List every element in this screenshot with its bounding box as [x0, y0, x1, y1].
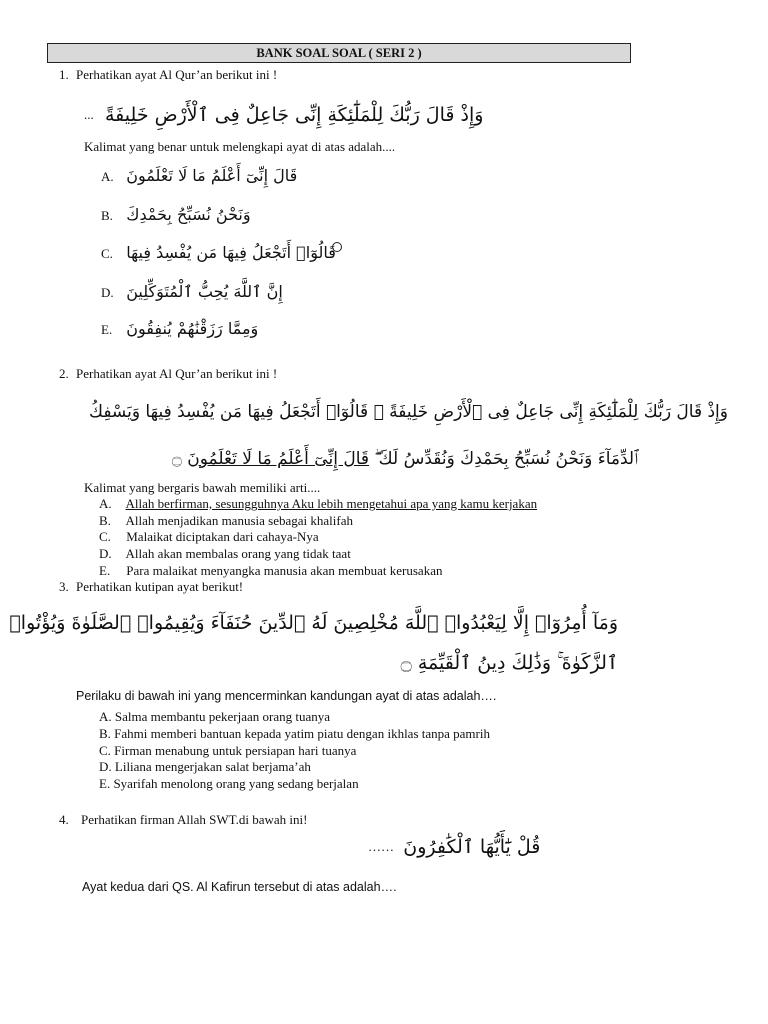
- question-1-prompt: [59, 67, 277, 83]
- question-text: Perhatikan firman Allah SWT.di bawah ini!: [81, 812, 308, 827]
- option-letter: B.: [99, 513, 111, 528]
- option-arabic: قَالُوٓا۟ أَتَجْعَلُ فِيهَا مَن يُفْسِدُ فِيهَا: [126, 243, 336, 262]
- option-text: Fahmi memberi bantuan kepada yatim piatu dengan ikhlas tanpa pamrih: [114, 726, 490, 741]
- option-3b[interactable]: [99, 726, 490, 742]
- arabic-ayah: قُلْ يَٰٓأَيُّهَا ٱلْكَٰفِرُونَ: [403, 836, 541, 858]
- question-2-ayah-line-2: [172, 448, 638, 469]
- option-1d[interactable]: [101, 282, 283, 301]
- arabic-underlined-part: قَالَ إِنِّىٓ أَعْلَمُ مَا لَا تَعْلَمُونَ: [187, 449, 369, 469]
- option-2c[interactable]: [99, 529, 319, 545]
- option-letter: D.: [99, 546, 112, 561]
- option-2b[interactable]: [99, 513, 353, 529]
- question-text: Perhatikan ayat Al Qur’an berikut ini !: [76, 366, 278, 381]
- option-2d[interactable]: [99, 546, 351, 562]
- question-3-prompt: [59, 579, 243, 595]
- option-letter: A.: [99, 709, 112, 724]
- option-3e[interactable]: [99, 776, 359, 792]
- question-number: 2.: [59, 366, 69, 381]
- option-letter: E.: [99, 776, 111, 791]
- question-2-prompt: [59, 366, 277, 382]
- question-4-prompt: [59, 812, 307, 828]
- option-3a[interactable]: [99, 709, 330, 725]
- question-4-ayah: [368, 836, 540, 858]
- option-text: Malaikat diciptakan dari cahaya-Nya: [126, 529, 319, 544]
- question-number: 3.: [59, 579, 69, 594]
- option-text: Allah menjadikan manusia sebagai khalifah: [125, 513, 353, 528]
- question-3-ayah-line-2: ٱلزَّكَوٰةَ ۚ وَذَٰلِكَ دِينُ ٱلْقَيِّمَةِ ۝: [400, 652, 618, 674]
- question-3-ayah-line-1: وَمَآ أُمِرُوٓا۟ إِلَّا لِيَعْبُدُوا۟ ٱللَّهَ مُخْلِصِينَ لَهُ ٱلدِّينَ حُنَفَآءَ وَيُقِيمُوا۟ ٱلصَّلَوٰةَ وَيُؤْتُوا۟: [9, 612, 618, 634]
- option-text: Salma membantu pekerjaan orang tuanya: [114, 709, 331, 724]
- question-2-question: Kalimat yang bergaris bawah memiliki arti....: [84, 480, 321, 495]
- option-arabic: وَمِمَّا رَزَقْنَٰهُمْ يُنفِقُونَ: [126, 319, 259, 338]
- question-number: 1.: [59, 67, 69, 82]
- option-letter: B.: [99, 726, 111, 741]
- option-1a[interactable]: [101, 166, 297, 185]
- option-letter: D.: [101, 285, 114, 300]
- question-text: Perhatikan kutipan ayat berikut!: [76, 579, 244, 594]
- option-3d[interactable]: [99, 759, 311, 775]
- option-letter: C.: [101, 246, 113, 261]
- arabic-plain-part: ٱلدِّمَآءَ وَنَحْنُ نُسَبِّحُ بِحَمْدِكَ وَنُقَدِّسُ لَكَ ۖ: [374, 449, 638, 469]
- option-arabic: إِنَّ ٱللَّهَ يُحِبُّ ٱلْمُتَوَكِّلِينَ: [126, 282, 283, 301]
- question-number: 4.: [59, 812, 69, 827]
- option-letter: C.: [99, 743, 111, 758]
- circle-mark-icon: [332, 242, 342, 252]
- option-letter: E.: [99, 563, 111, 578]
- option-letter: A.: [99, 496, 112, 511]
- option-arabic: قَالَ إِنِّىٓ أَعْلَمُ مَا لَا تَعْلَمُونَ: [126, 166, 298, 185]
- option-text: Firman menabung untuk persiapan hari tuanya: [114, 743, 357, 758]
- arabic-ayah: وَإِذْ قَالَ رَبُّكَ لِلْمَلَٰٓئِكَةِ إِنِّى جَاعِلٌ فِى ٱلْأَرْضِ خَلِيفَةً: [105, 104, 484, 126]
- option-letter: B.: [101, 208, 113, 223]
- question-2-ayah-line-1: وَإِذْ قَالَ رَبُّكَ لِلْمَلَٰٓئِكَةِ إِنِّى جَاعِلٌ فِى ٱلْأَرْضِ خَلِيفَةً ۖ قَالُوٓا۟ أَتَجْعَلُ فِيهَا مَن يُفْسِدُ فِيهَا وَيَسْفِكُ: [89, 402, 728, 422]
- question-4-question: Ayat kedua dari QS. Al Kafirun tersebut di atas adalah….: [82, 880, 397, 894]
- option-text: Syarifah menolong orang yang sedang berjalan: [113, 776, 359, 791]
- page-title: BANK SOAL SOAL ( SERI 2 ): [47, 43, 631, 63]
- option-2a[interactable]: [99, 496, 537, 512]
- option-text: Para malaikat menyangka manusia akan membuat kerusakan: [126, 563, 443, 578]
- option-letter: E.: [101, 322, 113, 337]
- ellipsis: ...: [84, 107, 94, 122]
- ellipsis: ……: [368, 839, 394, 854]
- option-1b[interactable]: [101, 205, 251, 224]
- question-3-question: Perilaku di bawah ini yang mencerminkan kandungan ayat di atas adalah….: [76, 689, 497, 703]
- option-text: Liliana mengerjakan salat berjama’ah: [114, 759, 311, 774]
- option-2e[interactable]: [99, 563, 442, 579]
- option-1e[interactable]: [101, 319, 258, 338]
- question-text: Perhatikan ayat Al Qur’an berikut ini !: [76, 67, 278, 82]
- option-letter: C.: [99, 529, 111, 544]
- option-text: Allah akan membalas orang yang tidak taat: [125, 546, 351, 561]
- ayah-end-icon: ۝: [171, 449, 182, 469]
- option-3c[interactable]: [99, 743, 356, 759]
- option-1c[interactable]: [101, 243, 336, 262]
- question-1-question: Kalimat yang benar untuk melengkapi ayat di atas adalah....: [84, 139, 396, 154]
- option-arabic: وَنَحْنُ نُسَبِّحُ بِحَمْدِكَ: [126, 205, 251, 224]
- option-letter: D.: [99, 759, 112, 774]
- question-1-ayah: [84, 104, 484, 126]
- option-letter: A.: [101, 169, 114, 184]
- option-text: Allah berfirman, sesungguhnya Aku lebih mengetahui apa yang kamu kerjakan: [125, 496, 538, 511]
